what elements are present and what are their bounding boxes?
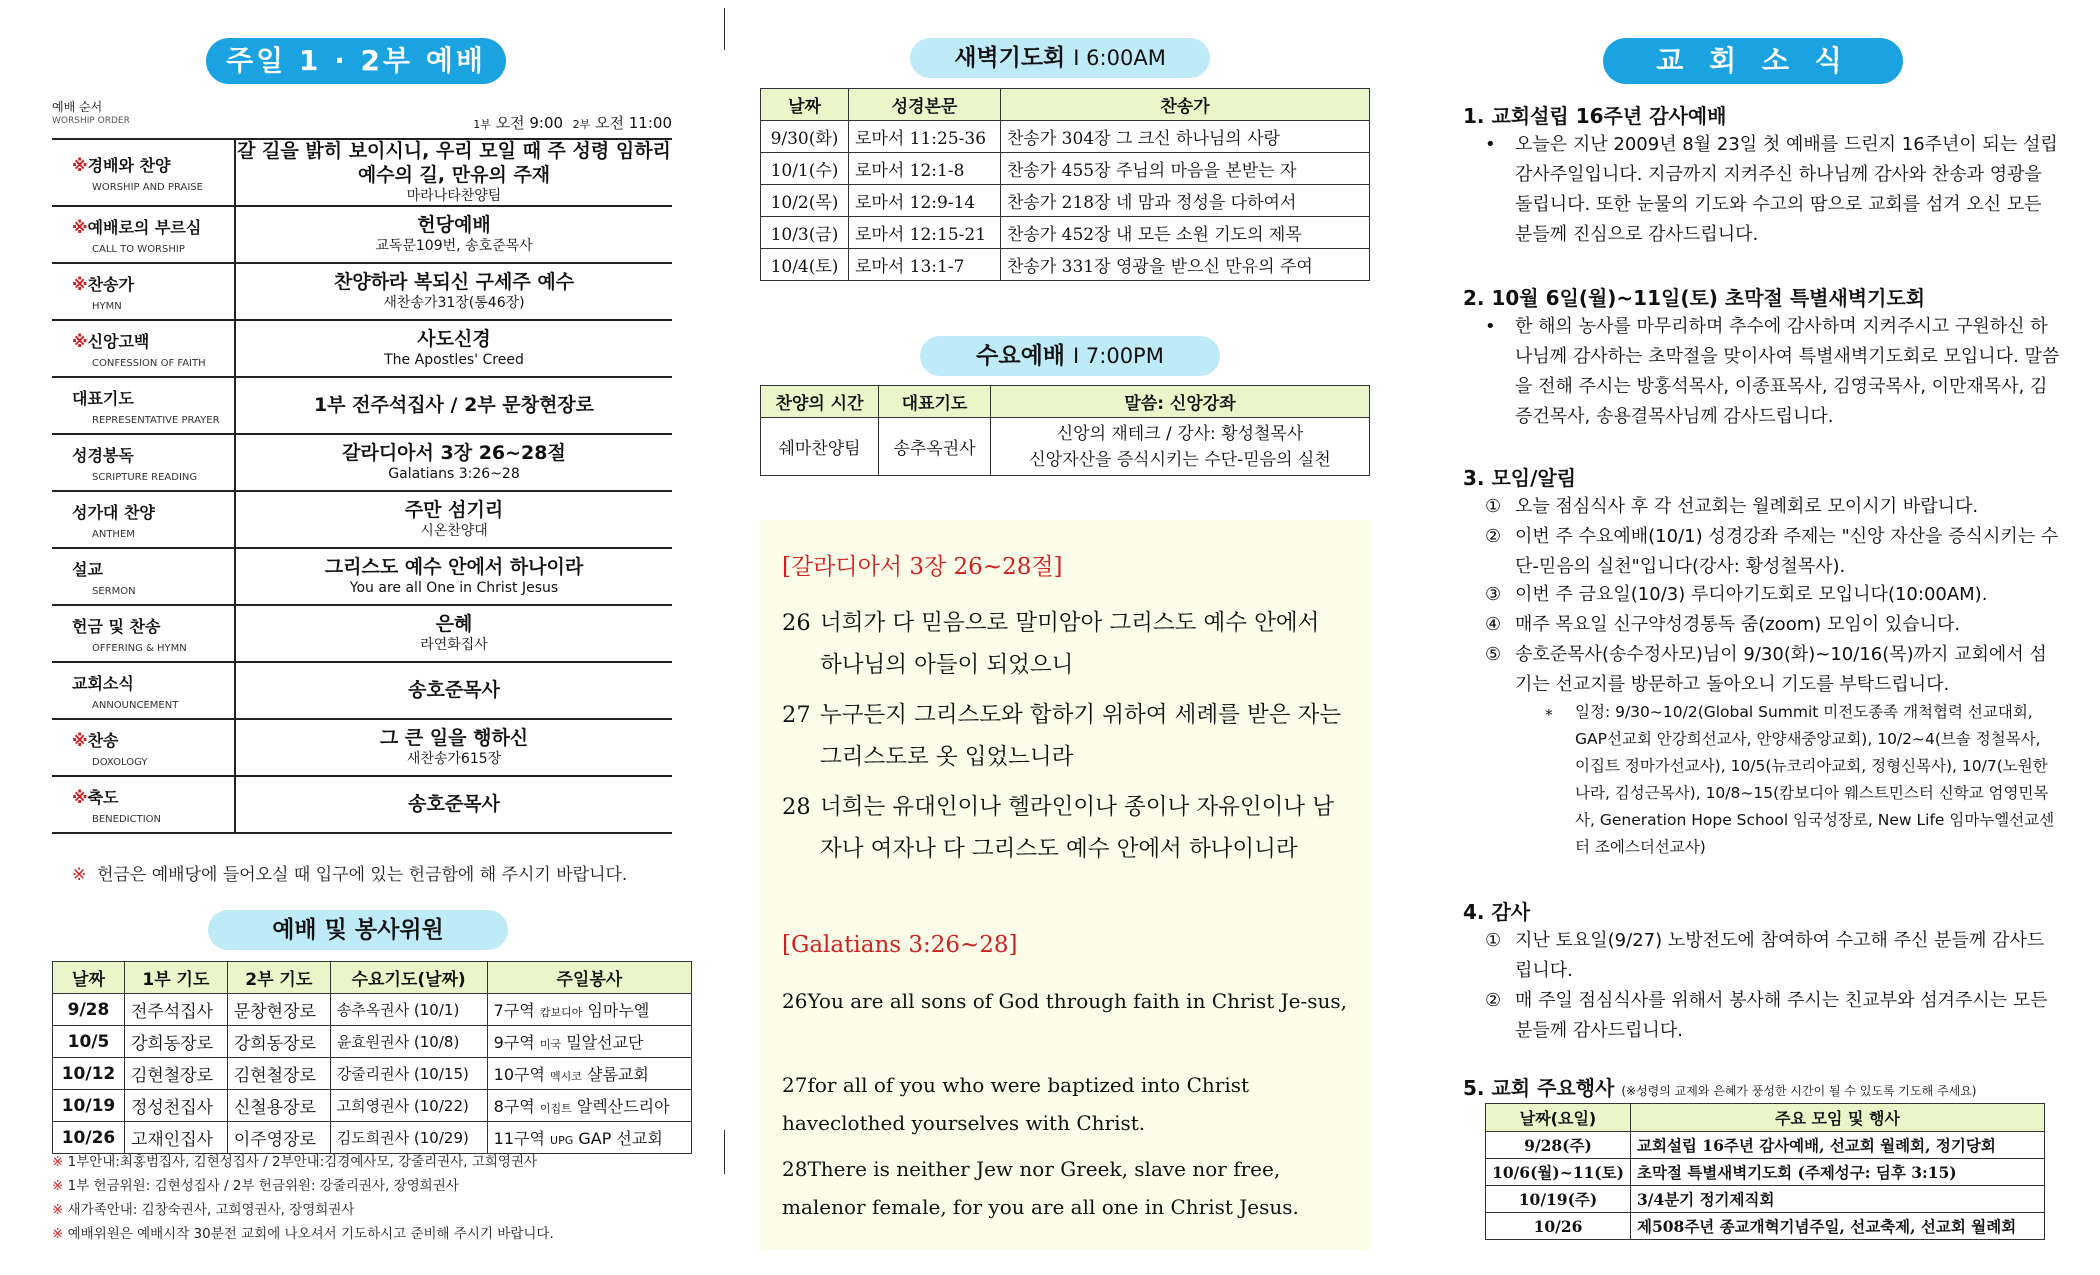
news-1-title: 1. 교회설립 16주년 감사예배 (1463, 104, 1727, 128)
order-item-label (52, 776, 235, 833)
order-item-en: BENEDICTION (92, 813, 162, 825)
events-cell: 9/28(주) (1486, 1132, 1631, 1159)
order-item-title: 주만 섬기리 (404, 498, 504, 521)
order-row (52, 377, 672, 434)
order-item-sub: 교독문109번, 송호준목사 (375, 237, 533, 254)
staff-cell: 고재인집사 (124, 1122, 227, 1154)
verse-line-1: for all of you who were baptized into Christ have (782, 1073, 1250, 1135)
staff-service-cell (487, 994, 691, 1026)
order-item-value (235, 139, 672, 206)
news-item (1485, 522, 2060, 582)
scripture-verse (782, 602, 1362, 686)
staff-service-cell (487, 1122, 691, 1154)
order-item-title-2: 예수의 길, 만유의 주재 (357, 163, 551, 186)
staff-cell: 10/12 (53, 1058, 125, 1090)
order-item-en: WORSHIP AND PRAISE (92, 181, 203, 193)
verse-line-2: 그리스도로 옷 입었느니라 (820, 744, 1074, 770)
order-item-ko (72, 329, 234, 352)
order-item-value (235, 776, 672, 833)
footnote (52, 1198, 354, 1218)
order-item-label (52, 139, 235, 206)
order-item-sub: 새찬송가31장(통46장) (383, 294, 525, 311)
order-item-ko (72, 153, 234, 176)
item-number: ③ (1485, 584, 1502, 605)
service-district: 11구역 (493, 1129, 545, 1148)
order-item-title: 1부 전주석집사 / 2부 문창현장로 (313, 393, 595, 416)
events-cell: 3/4분기 정기제직회 (1631, 1186, 2045, 1213)
footnote-text: 예배위원은 예배시작 30분전 교회에 나오셔서 기도하시고 준비해 주시기 바랍니다. (67, 1226, 554, 1242)
service-country: 캄보디아 (539, 1006, 583, 1019)
staff-cell: 전주석집사 (124, 994, 227, 1026)
staff-col-header: 주일봉사 (487, 962, 691, 994)
church-news-header: 교 회 소 식 (1603, 38, 1903, 84)
item-number: ④ (1485, 614, 1502, 635)
staff-cell: 윤효원권사 (10/8) (330, 1026, 487, 1058)
scripture-verse (782, 694, 1362, 778)
staff-col-header: 2부 기도 (227, 962, 330, 994)
service-district: 10구역 (493, 1065, 545, 1084)
item-number: ⑤ (1485, 644, 1502, 665)
service-district: 9구역 (493, 1033, 535, 1052)
service-mission: 밀알선교단 (566, 1033, 644, 1052)
order-item-value (235, 719, 672, 776)
order-row (52, 719, 672, 776)
staff-cell: 정성천집사 (124, 1090, 227, 1122)
staff-cell: 김도희권사 (10/29) (330, 1122, 487, 1154)
verse-line-2: nor female, for you are all one in Christ Jesus. (831, 1195, 1299, 1219)
wednesday-service-header: 수요예배 I 7:00PM (920, 336, 1220, 376)
scripture-verse (782, 1066, 1362, 1142)
order-item-title: 그 큰 일을 행하신 (379, 726, 529, 749)
verse-number: 27 (782, 1073, 808, 1097)
order-item-sub: You are all One in Christ Jesus (349, 579, 559, 596)
standing-mark: ※ (72, 274, 88, 294)
order-item-label (52, 320, 235, 377)
wed-col-header: 말씀: 신앙강좌 (991, 386, 1370, 418)
scripture-verse (782, 982, 1362, 1020)
order-item-sub: 마라나타찬양팀 (406, 187, 502, 204)
column-divider-bottom (724, 1130, 725, 1174)
order-item-title: 은혜 (435, 612, 473, 635)
staff-cell: 신철용장로 (227, 1090, 330, 1122)
order-item-sub: 새찬송가615장 (406, 750, 502, 767)
service-country: 미국 (539, 1038, 562, 1051)
order-item-en: CONFESSION OF FAITH (92, 357, 206, 369)
events-cell: 제508주년 종교개혁기념주일, 선교축제, 선교회 월례회 (1631, 1213, 2045, 1240)
order-item-value (235, 320, 672, 377)
standing-mark: ※ (72, 331, 88, 351)
news-item (1485, 610, 2060, 640)
service-country: 멕시코 (550, 1070, 582, 1083)
verse-number: 28 (782, 1157, 808, 1181)
events-cell: 10/26 (1486, 1213, 1631, 1240)
footnote-mark: ※ (52, 1178, 64, 1194)
events-cell: 10/6(월)~11(토) (1486, 1159, 1631, 1186)
events-cell: 10/19(주) (1486, 1186, 1631, 1213)
verse-number: 26 (782, 610, 811, 636)
dawn-cell: 10/4(토) (761, 249, 849, 281)
verse-line-1: 너희는 유대인이나 헬라인이나 종이나 자유인이나 남 (820, 794, 1334, 820)
staff-row (53, 994, 692, 1026)
service-country: UPG (550, 1134, 574, 1147)
item-text: 지난 토요일(9/27) 노방전도에 참여하여 수고해 주신 분들께 감사드립니다. (1515, 930, 2045, 981)
events-row (1486, 1159, 2045, 1186)
staff-service-cell (487, 1026, 691, 1058)
events-col-header: 주요 모임 및 행사 (1631, 1104, 2045, 1132)
staff-cell: 10/5 (53, 1026, 125, 1058)
order-row (52, 548, 672, 605)
order-item-ko (72, 671, 234, 694)
dawn-cell: 로마서 12:15-21 (849, 217, 1001, 249)
footnote-mark: ※ (52, 1202, 64, 1218)
order-item-label (52, 605, 235, 662)
item-number: ② (1485, 526, 1502, 547)
events-cell: 교회설립 16주년 감사예배, 선교회 월례회, 정기당회 (1631, 1132, 2045, 1159)
dawn-cell: 10/1(수) (761, 153, 849, 185)
service-district: 8구역 (493, 1097, 535, 1116)
standing-mark: ※ (72, 730, 88, 750)
service-district: 7구역 (493, 1001, 535, 1020)
staff-cell: 송추옥권사 (10/1) (330, 994, 487, 1026)
worship-order-header (52, 98, 672, 136)
order-item-en: CALL TO WORSHIP (92, 243, 185, 255)
order-item-ko (72, 272, 234, 295)
order-item-ko (72, 215, 234, 238)
dawn-cell: 9/30(화) (761, 121, 849, 153)
order-item-ko (72, 443, 234, 466)
news-2-title: 2. 10월 6일(월)~11일(토) 초막절 특별새벽기도회 (1463, 286, 1926, 310)
order-item-en: HYMN (92, 300, 122, 312)
order-item-label (52, 206, 235, 263)
dawn-col-header: 찬송가 (1001, 89, 1370, 121)
staff-cell: 김현철장로 (124, 1058, 227, 1090)
scripture-verse (782, 786, 1362, 870)
worship-order-label-en: WORSHIP ORDER (52, 116, 130, 126)
order-row (52, 206, 672, 263)
order-row (52, 662, 672, 719)
dawn-prayer-table (760, 88, 1370, 281)
standing-mark: ※ (72, 787, 88, 807)
staff-cell: 고희영권사 (10/22) (330, 1090, 487, 1122)
item-text: 송호준목사(송수정사모)님이 9/30(화)~10/16(목)까지 교회에서 섬기는 선교지를 방문하고 돌아오니 기도를 부탁드립니다. (1515, 644, 2047, 695)
order-item-value (235, 548, 672, 605)
order-item-title: 갈 길을 밝히 보이시니, 우리 모일 때 주 성령 임하리 (237, 140, 671, 162)
staff-table (52, 961, 692, 1154)
news-3-schedule: * 일정: 9/30~10/2(Global Summit 미전도종족 개척협력 선교대회, GAP선교회 안강희선교사, 안양새중앙교회), 10/2~4(브솔 정철목사, 이집트 정마가선교사), 10/5(뉴코리아교회, 정형신목사), 10/7(노원한나라, 김성근목사), 10/8~15(캄보디아 웨스트민스터 신학교 엄영민목사, Generation Hope School 임국성장로, New Life 임마누엘선교센터 조에스더선교사) (1545, 703, 2055, 856)
order-row (52, 263, 672, 320)
order-row (52, 434, 672, 491)
order-item-title: 송호준목사 (408, 792, 500, 815)
order-item-label (52, 662, 235, 719)
offering-note: ※ 헌금은 예배당에 들어오실 때 입구에 있는 헌금함에 해 주시기 바랍니다. (72, 865, 628, 885)
news-item (1485, 580, 2060, 610)
order-item-name: 축도 (87, 787, 119, 807)
order-item-en: ANNOUNCEMENT (92, 699, 179, 711)
order-item-name: 찬송가 (87, 274, 134, 294)
events-cell: 초막절 특별새벽기도회 (주제성구: 딤후 3:15) (1631, 1159, 2045, 1186)
service-mission: 임마누엘 (587, 1001, 650, 1020)
wed-praise-team: 쉐마찬양팀 (761, 418, 879, 476)
item-number: ② (1485, 990, 1502, 1011)
news-4-title: 4. 감사 (1463, 900, 1531, 924)
news-item (1485, 986, 2060, 1046)
item-text: 매주 목요일 신구약성경통독 줌(zoom) 모임이 있습니다. (1515, 614, 1961, 635)
wed-col-header: 대표기도 (879, 386, 991, 418)
order-item-title: 사도신경 (417, 327, 491, 350)
staff-row (53, 1122, 692, 1154)
staff-service-cell (487, 1090, 691, 1122)
order-item-title: 헌당예배 (417, 213, 491, 236)
order-item-ko (72, 386, 234, 409)
dawn-row (761, 121, 1370, 153)
wed-lecture: 신앙의 재테크 / 강사: 황성철목사 신앙자산을 증식시키는 수단-믿음의 실천 (991, 418, 1370, 476)
dawn-row (761, 217, 1370, 249)
footnote (52, 1150, 537, 1170)
verse-line-2: clothed yourselves with Christ. (829, 1111, 1146, 1135)
order-item-name: 찬송 (87, 730, 119, 750)
staff-cell: 문창현장로 (227, 994, 330, 1026)
order-item-label (52, 263, 235, 320)
item-text: 이번 주 금요일(10/3) 루디아기도회로 모입니다(10:00AM). (1515, 584, 1988, 605)
scripture-ref-ko: [갈라디아서 3장 26~28절] (782, 554, 1063, 580)
order-item-value (235, 662, 672, 719)
worship-order-table (52, 138, 672, 834)
dawn-cell: 찬송가 331장 영광을 받으신 만유의 주여 (1001, 249, 1370, 281)
service-country: 이집트 (539, 1102, 572, 1115)
order-item-label (52, 491, 235, 548)
scripture-verse (782, 1150, 1362, 1226)
order-row (52, 320, 672, 377)
wed-prayer: 송추옥권사 (879, 418, 991, 476)
order-item-sub: The Apostles' Creed (384, 351, 524, 368)
scripture-box (760, 520, 1370, 1250)
item-number: ① (1485, 930, 1502, 951)
order-item-name: 신앙고백 (87, 331, 150, 351)
staff-cell: 김현철장로 (227, 1058, 330, 1090)
footnote-text: 새가족안내: 김창숙권사, 고희영권사, 장영희권사 (67, 1202, 355, 1218)
order-item-sub: 라연화집사 (420, 636, 488, 653)
order-item-ko (72, 500, 234, 523)
staff-cell: 10/26 (53, 1122, 125, 1154)
order-item-label (52, 719, 235, 776)
staff-col-header: 날짜 (53, 962, 125, 994)
verse-line-1: 너희가 다 믿음으로 말미암아 그리스도 예수 안에서 (820, 610, 1320, 636)
order-item-name: 설교 (72, 559, 103, 579)
verse-line-2: 하나님의 아들이 되었으니 (820, 652, 1074, 678)
column-divider-top (724, 8, 725, 50)
order-item-en: ANTHEM (92, 528, 135, 540)
staff-col-header: 수요기도(날짜) (330, 962, 487, 994)
dawn-row (761, 249, 1370, 281)
staff-cell: 이주영장로 (227, 1122, 330, 1154)
item-text: 오늘 점심식사 후 각 선교회는 월례회로 모이시기 바랍니다. (1515, 496, 1979, 517)
verse-number: 26 (782, 989, 808, 1013)
news-item (1485, 640, 2060, 700)
order-item-name: 예배로의 부르심 (87, 217, 202, 237)
sunday-service-header: 주일 1 · 2부 예배 (206, 38, 506, 84)
dawn-cell: 로마서 12:1-8 (849, 153, 1001, 185)
order-item-name: 성경봉독 (72, 445, 134, 465)
staff-header: 예배 및 봉사위원 (208, 910, 508, 950)
order-row (52, 139, 672, 206)
order-item-ko (72, 785, 234, 808)
footnote-mark: ※ (52, 1154, 64, 1170)
order-item-value (235, 491, 672, 548)
dawn-cell: 로마서 12:9-14 (849, 185, 1001, 217)
order-item-value (235, 605, 672, 662)
dawn-prayer-header: 새벽기도회 I 6:00AM (910, 38, 1210, 78)
order-item-title: 송호준목사 (408, 678, 500, 701)
order-item-ko (72, 557, 234, 580)
service-mission: GAP 선교회 (578, 1129, 663, 1148)
events-col-header: 날짜(요일) (1486, 1104, 1631, 1132)
order-item-label (52, 377, 235, 434)
order-item-name: 경배와 찬양 (87, 155, 171, 175)
order-item-label (52, 434, 235, 491)
news-item (1485, 926, 2060, 986)
order-item-name: 성가대 찬양 (72, 502, 155, 522)
item-text: 이번 주 수요예배(10/1) 성경강좌 주제는 "신앙 자산을 증식시키는 수단-믿음의 실천"입니다(강사: 황성철목사). (1515, 526, 2059, 577)
news-5-title: 5. 교회 주요행사 (※성령의 교제와 은혜가 풍성한 시간이 될 수 있도록 기도해 주세요) (1463, 1076, 1977, 1100)
staff-row (53, 1026, 692, 1058)
events-row (1486, 1186, 2045, 1213)
order-row (52, 605, 672, 662)
order-item-title: 그리스도 예수 안에서 하나이라 (324, 555, 584, 578)
footnote-text: 1부안내:최홍범집사, 김현성집사 / 2부안내:김경예사모, 강줄리권사, 고희영권사 (67, 1154, 538, 1170)
worship-order-label: 예배 순서 (52, 100, 103, 114)
staff-col-header: 1부 기도 (124, 962, 227, 994)
dawn-cell: 10/2(목) (761, 185, 849, 217)
order-item-value (235, 434, 672, 491)
news-2-text: • 한 해의 농사를 마무리하며 추수에 감사하며 지켜주시고 구원하신 하나님께 감사하는 초막절을 맞이사여 특별새벽기도회로 모입니다. 말씀을 전해 주시는 방홍석목사, 이종표목사, 김영국목사, 이만재목사, 김증건목사, 송용결목사님께 감사드립니다. (1485, 316, 2060, 427)
order-item-name: 대표기도 (72, 388, 134, 408)
staff-cell: 10/19 (53, 1090, 125, 1122)
order-item-sub: Galatians 3:26~28 (388, 465, 520, 482)
standing-mark: ※ (72, 155, 88, 175)
verse-number: 28 (782, 794, 811, 820)
order-item-ko (72, 728, 234, 751)
verse-number: 27 (782, 702, 811, 728)
order-item-en: SERMON (92, 585, 136, 597)
dawn-cell: 찬송가 452장 내 모든 소원 기도의 제목 (1001, 217, 1370, 249)
order-item-ko (72, 614, 234, 637)
footnote-mark: ※ (52, 1226, 64, 1242)
scripture-ref-en: [Galatians 3:26~28] (782, 932, 1018, 958)
dawn-cell: 찬송가 304장 그 크신 하나님의 사랑 (1001, 121, 1370, 153)
staff-cell: 9/28 (53, 994, 125, 1026)
dawn-cell: 로마서 11:25-36 (849, 121, 1001, 153)
news-item (1485, 492, 2060, 522)
order-row (52, 776, 672, 833)
order-item-name: 헌금 및 찬송 (72, 616, 161, 636)
dawn-col-header: 날짜 (761, 89, 849, 121)
order-item-title: 찬양하라 복되신 구세주 예수 (333, 270, 575, 293)
staff-cell: 강희동장로 (124, 1026, 227, 1058)
service-mission: 알렉산드리아 (576, 1097, 670, 1116)
dawn-cell: 찬송가 218장 네 맘과 정성을 다하여서 (1001, 185, 1370, 217)
footnote (52, 1222, 554, 1242)
wed-col-header: 찬양의 시간 (761, 386, 879, 418)
service-times: 1부 오전 9:00 2부 오전 11:00 (473, 114, 672, 132)
item-text: 매 주일 점심식사를 위해서 봉사해 주시는 친교부와 섬겨주시는 모든 분들께 감사드립니다. (1515, 990, 2048, 1041)
footnote-text: 1부 헌금위원: 김현성집사 / 2부 헌금위원: 강줄리권사, 장영희권사 (67, 1178, 459, 1194)
order-item-en: SCRIPTURE READING (92, 471, 198, 483)
dawn-row (761, 185, 1370, 217)
wednesday-service-table (760, 385, 1370, 476)
staff-cell: 강희동장로 (227, 1026, 330, 1058)
dawn-col-header: 성경본문 (849, 89, 1001, 121)
dawn-cell: 로마서 13:1-7 (849, 249, 1001, 281)
order-item-label (52, 548, 235, 605)
order-row (52, 491, 672, 548)
item-number: ① (1485, 496, 1502, 517)
order-item-en: DOXOLOGY (92, 756, 148, 768)
events-row (1486, 1213, 2045, 1240)
order-item-en: OFFERING & HYMN (92, 642, 187, 654)
order-item-name: 교회소식 (72, 673, 134, 693)
verse-line-2: 자나 여자나 다 그리스도 예수 안에서 하나이니라 (820, 836, 1298, 862)
events-row (1486, 1132, 2045, 1159)
events-table (1485, 1103, 2045, 1240)
staff-cell: 강줄리권사 (10/15) (330, 1058, 487, 1090)
footnote (52, 1174, 459, 1194)
news-3-title: 3. 모임/알림 (1463, 466, 1577, 490)
news-1-text: • 오늘은 지난 2009년 8월 23일 첫 예배를 드린지 16주년이 되는 설립감사주일입니다. 지금까지 지켜주신 하나님께 감사와 찬송과 영광을 돌립니다. 또한 눈물의 기도와 수고의 땀으로 교회를 섬겨 오신 모든 분들께 진심으로 감사드립니다. (1485, 134, 2058, 245)
dawn-cell: 10/3(금) (761, 217, 849, 249)
order-item-en: REPRESENTATIVE PRAYER (92, 414, 220, 426)
order-item-value (235, 263, 672, 320)
staff-service-cell (487, 1058, 691, 1090)
verse-line-1: 누구든지 그리스도와 합하기 위하여 세례를 받은 자는 (820, 702, 1342, 728)
verse-line-2: sus, (1307, 989, 1347, 1013)
order-item-title: 갈라디아서 3장 26~28절 (342, 441, 566, 464)
verse-line-1: You are all sons of God through faith in Christ Je- (807, 989, 1308, 1013)
order-item-value (235, 377, 672, 434)
standing-mark: ※ (72, 217, 88, 237)
dawn-cell: 찬송가 455장 주님의 마음을 본받는 자 (1001, 153, 1370, 185)
dawn-row (761, 153, 1370, 185)
order-item-value (235, 206, 672, 263)
verse-line-1: There is neither Jew nor Greek, slave nor free, male (782, 1157, 1281, 1219)
service-mission: 샬롬교회 (587, 1065, 649, 1084)
order-item-sub: 시온찬양대 (420, 522, 488, 539)
staff-row (53, 1090, 692, 1122)
staff-row (53, 1058, 692, 1090)
